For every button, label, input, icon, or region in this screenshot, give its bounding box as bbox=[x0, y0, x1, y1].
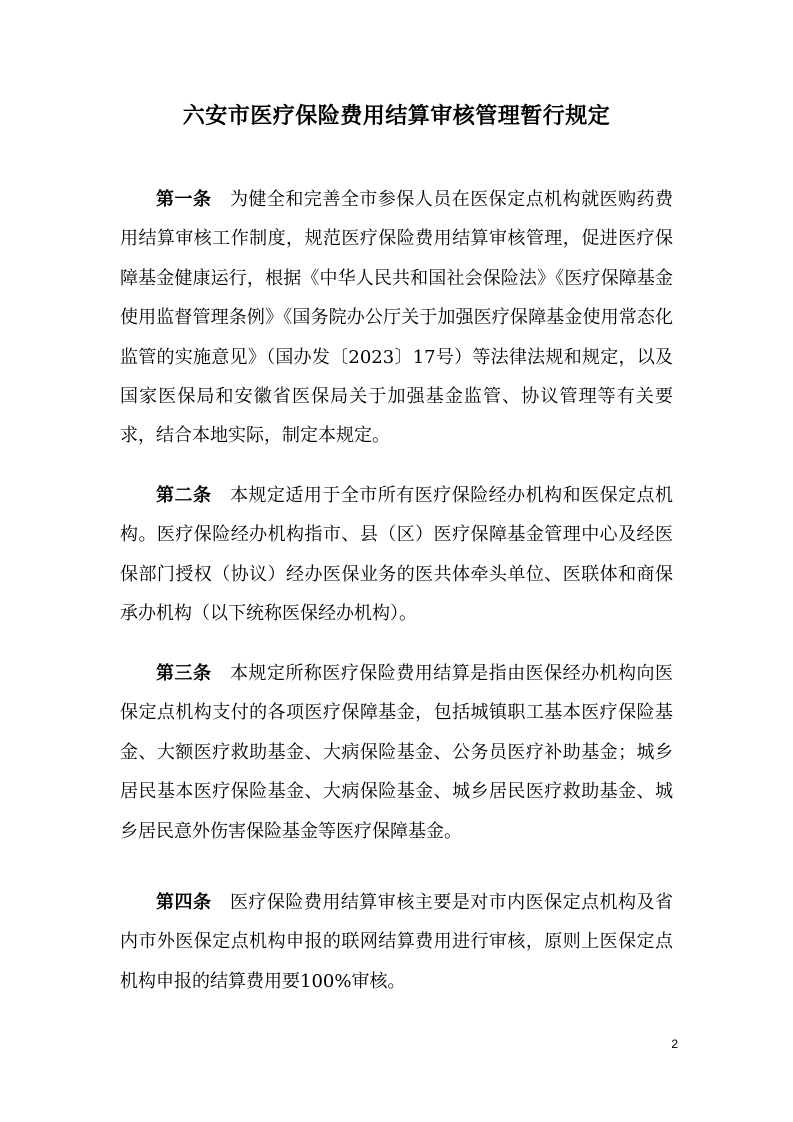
article-1-text: 为健全和完善全市参保人员在医保定点机构就医购药费用结算审核工作制度，规范医疗保险费用结算审核管理，促进医疗保障基金健康运行，根据《中华人民共和国社会保险法》《医疗保障基金使用监督管理条例》《国务院办公厅关于加强医疗保障基金使用常态化监管的实施意见》（国办发〔2023〕17号）等法律法规和规定，以及国家医保局和安徽省医保局关于加强基金监管、协议管理等有关要求，结合本地实际，制定本规定。 bbox=[120, 189, 674, 447]
article-2-label: 第二条 bbox=[156, 485, 212, 506]
article-2-text: 本规定适用于全市所有医疗保险经办机构和医保定点机构。医疗保险经办机构指市、县（区）医疗保障基金管理中心及经医保部门授权（协议）经办医保业务的医共体牵头单位、医联体和商保承办机构（以下统称医保经办机构）。 bbox=[120, 485, 674, 625]
article-3 bbox=[120, 654, 673, 851]
article-4 bbox=[120, 883, 673, 1001]
article-4-label: 第四条 bbox=[156, 892, 212, 913]
article-4-text: 医疗保险费用结算审核主要是对市内医保定点机构及省内市外医保定点机构申报的联网结算费用进行审核，原则上医保定点机构申报的结算费用要100%审核。 bbox=[120, 892, 674, 992]
document-title: 六安市医疗保险费用结算审核管理暂行规定 bbox=[182, 103, 611, 129]
article-3-text: 本规定所称医疗保险费用结算是指由医保经办机构向医保定点机构支付的各项医疗保障基金，包括城镇职工基本医疗保险基金、大额医疗救助基金、大病保险基金、公务员医疗补助基金；城乡居民基本医疗保险基金、大病保险基金、城乡居民医疗救助基金、城乡居民意外伤害保险基金等医疗保障基金。 bbox=[120, 663, 674, 842]
article-1-label: 第一条 bbox=[156, 189, 212, 210]
article-3-label: 第三条 bbox=[156, 663, 212, 684]
article-2 bbox=[120, 476, 673, 634]
article-1 bbox=[120, 180, 673, 456]
page-number: 2 bbox=[671, 1037, 678, 1051]
